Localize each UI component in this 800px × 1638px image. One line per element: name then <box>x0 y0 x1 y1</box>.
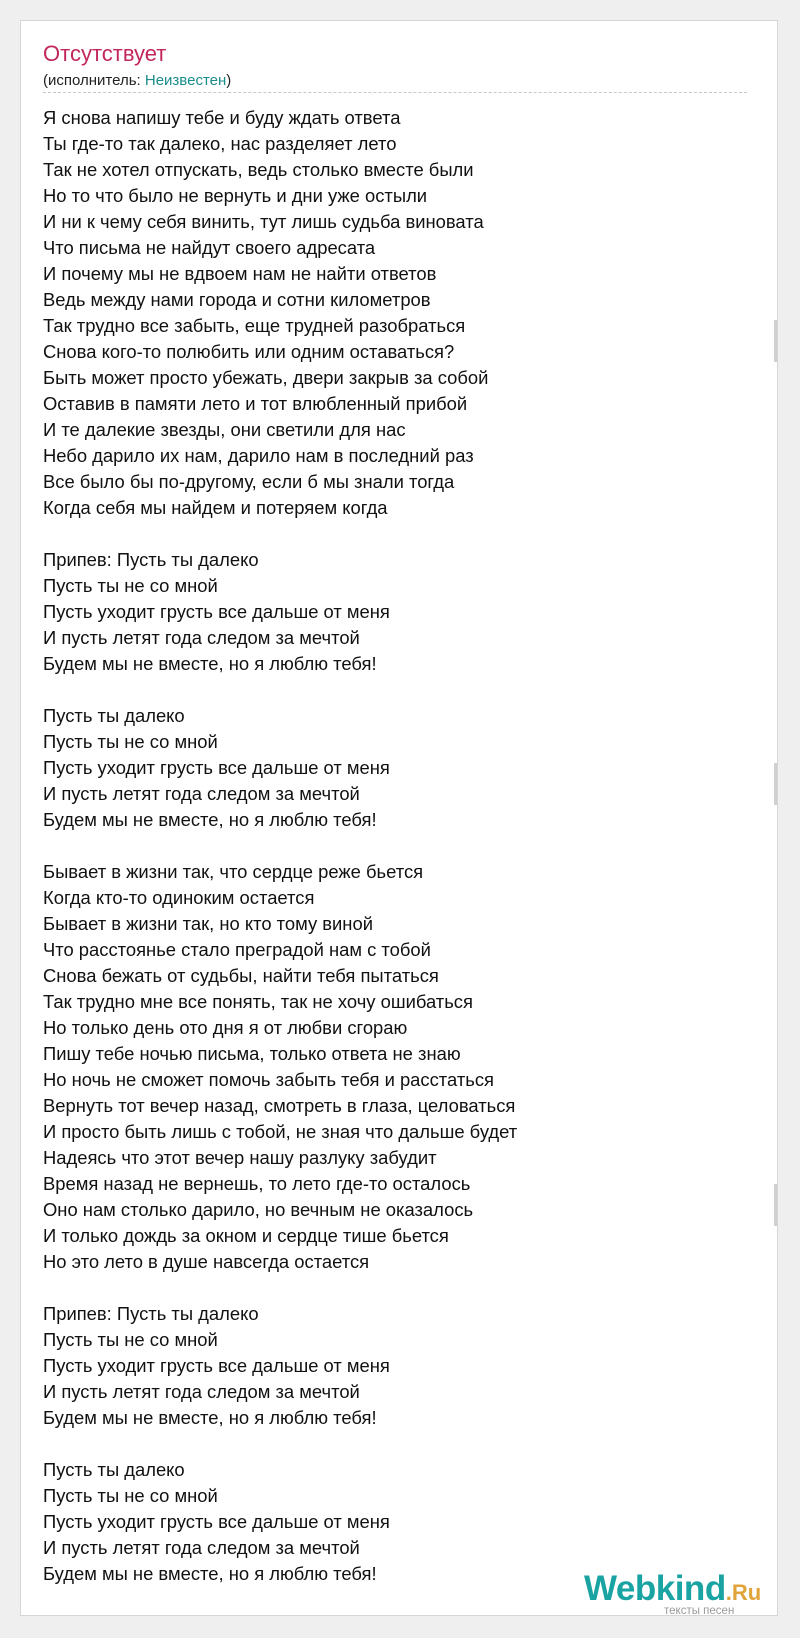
lyric-line: Пусть уходит грусть все дальше от меня <box>43 1511 390 1532</box>
lyric-line: И те далекие звезды, они светили для нас <box>43 419 406 440</box>
artist-link[interactable]: Неизвестен <box>144 72 227 89</box>
lyric-line: Пусть ты не со мной <box>43 731 218 752</box>
lyric-line: И просто быть лишь с тобой, не зная что дальше будет <box>43 1121 518 1142</box>
lyrics-body <box>43 105 743 1587</box>
lyric-line: И пусть летят года следом за мечтой <box>43 783 360 804</box>
lyric-line: Снова кого-то полюбить или одним оставаться? <box>43 341 455 362</box>
logo-suffix: .Ru <box>725 1580 762 1605</box>
lyric-line: Небо дарило их нам, дарило нам в последний раз <box>43 445 474 466</box>
lyric-line: Но ночь не сможет помочь забыть тебя и расстаться <box>43 1069 494 1090</box>
lyric-line: Так трудно мне все понять, так не хочу ошибаться <box>43 991 473 1012</box>
lyric-line: Припев: Пусть ты далеко <box>43 549 259 570</box>
lyric-line: Ты где-то так далеко, нас разделяет лето <box>43 133 397 154</box>
lyric-line: Оно нам столько дарило, но вечным не оказалось <box>43 1199 474 1220</box>
lyric-line: Надеясь что этот вечер нашу разлуку забудит <box>43 1147 437 1168</box>
lyric-line: Пусть уходит грусть все дальше от меня <box>43 757 390 778</box>
logo-tagline: тексты песен <box>664 1605 735 1617</box>
lyric-line: Будем мы не вместе, но я люблю тебя! <box>43 1407 377 1428</box>
lyric-line: Пусть ты далеко <box>43 1459 185 1480</box>
stanza-gap <box>43 833 743 859</box>
lyric-line: Но то что было не вернуть и дни уже остыли <box>43 185 428 206</box>
song-title: Отсутствует <box>43 41 167 66</box>
lyric-line: Когда кто-то одиноким остается <box>43 887 315 908</box>
logo-main-text: Webkind <box>584 1569 726 1608</box>
stanza-gap <box>43 1431 743 1457</box>
lyric-line: Бывает в жизни так, но кто тому виной <box>43 913 373 934</box>
lyric-line: И пусть летят года следом за мечтой <box>43 627 360 648</box>
lyric-line: Пусть ты не со мной <box>43 575 218 596</box>
scroll-edge-mark <box>774 763 777 805</box>
lyric-line: Припев: Пусть ты далеко <box>43 1303 259 1324</box>
lyric-line: Пусть ты не со мной <box>43 1485 218 1506</box>
lyric-line: Когда себя мы найдем и потеряем когда <box>43 497 388 518</box>
lyric-line: Я снова напишу тебе и буду ждать ответа <box>43 107 401 128</box>
lyric-line: И пусть летят года следом за мечтой <box>43 1381 360 1402</box>
artist-line <box>43 72 231 89</box>
scroll-edge-mark <box>774 1184 777 1226</box>
lyric-line: Но только день ото дня я от любви сгораю <box>43 1017 408 1038</box>
lyric-line: Быть может просто убежать, двери закрыв за собой <box>43 367 489 388</box>
lyric-line: Но это лето в душе навсегда остается <box>43 1251 370 1272</box>
lyric-line: Будем мы не вместе, но я люблю тебя! <box>43 809 377 830</box>
lyrics-card <box>20 20 778 1616</box>
lyric-line: Пусть уходит грусть все дальше от меня <box>43 1355 390 1376</box>
lyric-line: Будем мы не вместе, но я люблю тебя! <box>43 1563 377 1584</box>
lyric-line: Так трудно все забыть, еще трудней разобраться <box>43 315 466 336</box>
lyric-line: Будем мы не вместе, но я люблю тебя! <box>43 653 377 674</box>
lyric-line: Бывает в жизни так, что сердце реже бьется <box>43 861 424 882</box>
site-logo[interactable] <box>584 1571 784 1631</box>
lyric-line: Так не хотел отпускать, ведь столько вместе были <box>43 159 474 180</box>
artist-prefix: (исполнитель: <box>43 72 145 89</box>
lyric-line: Ведь между нами города и сотни километров <box>43 289 431 310</box>
lyric-line: И ни к чему себя винить, тут лишь судьба виновата <box>43 211 484 232</box>
scroll-edge-mark <box>774 320 777 362</box>
lyric-line: И только дождь за окном и сердце тише бьется <box>43 1225 449 1246</box>
lyric-line: Пусть ты далеко <box>43 705 185 726</box>
lyric-line: И почему мы не вдвоем нам не найти ответов <box>43 263 437 284</box>
lyric-line: Время назад не вернешь, то лето где-то осталось <box>43 1173 471 1194</box>
lyric-line: Пусть уходит грусть все дальше от меня <box>43 601 390 622</box>
stanza-gap <box>43 677 743 703</box>
lyric-line: Что письма не найдут своего адресата <box>43 237 376 258</box>
artist-suffix: ) <box>226 72 232 89</box>
stanza-gap <box>43 1275 743 1301</box>
logo-wordmark <box>584 1571 761 1606</box>
lyric-line: Пишу тебе ночью письма, только ответа не знаю <box>43 1043 461 1064</box>
title-divider <box>43 92 747 93</box>
stanza-gap <box>43 521 743 547</box>
lyric-line: Пусть ты не со мной <box>43 1329 218 1350</box>
lyric-line: Снова бежать от судьбы, найти тебя пытаться <box>43 965 439 986</box>
lyric-line: Все было бы по-другому, если б мы знали тогда <box>43 471 455 492</box>
lyric-line: Что расстоянье стало преградой нам с тобой <box>43 939 431 960</box>
lyric-line: Вернуть тот вечер назад, смотреть в глаза, целоваться <box>43 1095 516 1116</box>
lyric-line: И пусть летят года следом за мечтой <box>43 1537 360 1558</box>
lyric-line: Оставив в памяти лето и тот влюбленный прибой <box>43 393 468 414</box>
